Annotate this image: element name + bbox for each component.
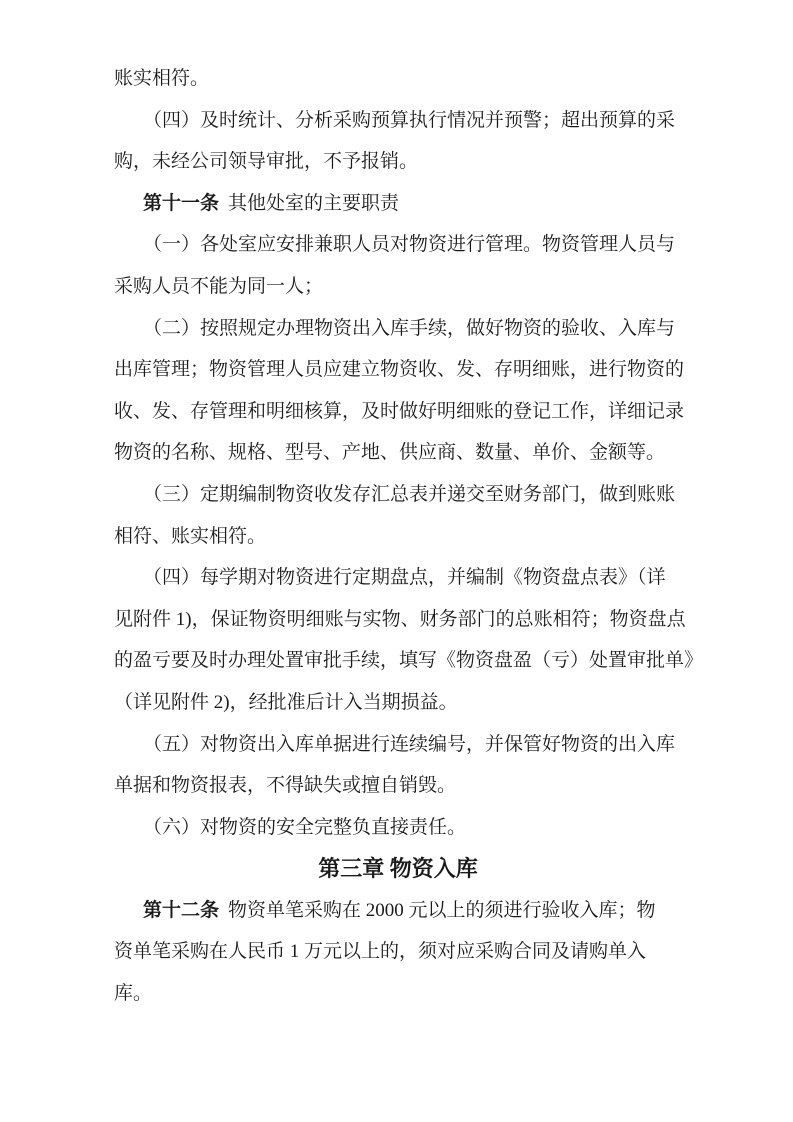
document-content [114,58,704,1015]
text-line: 购，未经公司领导审批，不予报销。 [114,151,419,173]
text-line: 见附件 1)，保证物资明细账与实物、财务部门的总账相符；物资盘点 [114,608,686,630]
text-line [114,183,682,225]
clause-text: 物资单笔采购在 2000 元以上的须进行验收入库；物 [228,899,656,921]
clause-number: 第十二条 [143,899,220,921]
paragraph-item-5 [114,724,682,807]
paragraph-item-4-prev [114,100,682,183]
text-line: 收、发、存管理和明细核算，及时做好明细账的登记工作，详细记录 [114,400,685,422]
text-line [114,890,682,932]
text-line: （五）对物资出入库单据进行连续编号，并保管好物资的出入库 [143,733,676,755]
text-line: （详见附件 2)，经批准后计入当期损益。 [114,691,458,713]
text-line: 库。 [114,983,153,1005]
text-line: （三）定期编制物资收发存汇总表并递交至财务部门，做到账账 [143,483,676,505]
clause-title: 其他处室的主要职责 [228,192,400,214]
paragraph-item-3 [114,474,682,557]
paragraph-item-1 [114,224,682,307]
paragraph-item-2 [114,308,685,474]
chapter-heading: 第三章 物资入库 [318,856,478,882]
text-line: （六）对物资的安全完整负直接责任。 [143,816,467,838]
text-line: 资单笔采购在人民币 1 万元以上的，须对应采购合同及请购单入 [114,941,647,963]
text-line: （四）每学期对物资进行定期盘点，并编制《物资盘点表》（详 [143,567,666,589]
text-line: 单据和物资报表，不得缺失或擅自销毁。 [114,775,457,797]
text-line: （二）按照规定办理物资出入库手续，做好物资的验收、入库与 [143,317,676,339]
text-line: 的盈亏要及时办理处置审批手续，填写《物资盘盈（亏）处置审批单》 [114,650,704,672]
text-line: （一）各处室应安排兼职人员对物资进行管理。物资管理人员与 [143,234,676,256]
paragraph-article-12 [114,890,682,1015]
paragraph-item-4 [114,557,704,723]
paragraph-item-6 [114,807,682,849]
article-11-heading [114,183,682,225]
clause-number: 第十一条 [143,192,220,214]
text-line: 相符、账实相符。 [114,525,267,547]
text-line: 采购人员不能为同一人； [114,275,324,297]
text-line: 出库管理；物资管理人员应建立物资收、发、存明细账，进行物资的 [114,359,685,381]
text-line: 物资的名称、规格、型号、产地、供应商、数量、单价、金额等。 [114,442,666,464]
paragraph-continuation [114,58,682,100]
text-line: 账实相符。 [114,68,210,89]
text-line: （四）及时统计、分析采购预算执行情况并预警；超出预算的采 [143,109,676,131]
